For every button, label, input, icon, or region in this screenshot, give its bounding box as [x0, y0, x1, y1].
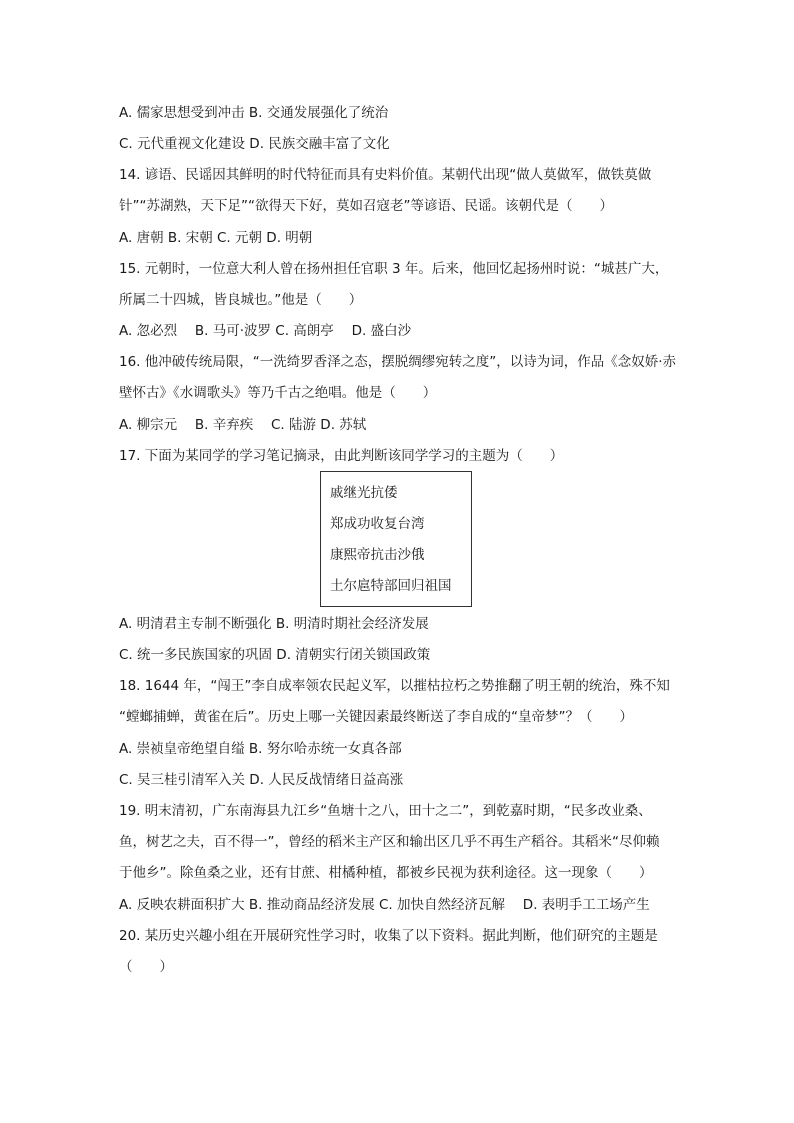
option-line: C. 吴三桂引清军入关 D. 人民反战情绪日益高涨: [119, 772, 404, 788]
notes-item: 郑成功收复台湾: [330, 516, 425, 532]
option-line: A. 忽必烈 B. 马可·波罗 C. 高朗亭 D. 盛白沙: [119, 323, 412, 339]
option-line: A. 儒家思想受到冲击 B. 交通发展强化了统治: [119, 105, 389, 121]
option-line: C. 元代重视文化建设 D. 民族交融丰富了文化: [119, 136, 390, 152]
question-16: 16. 他冲破传统局限，“一洗绮罗香泽之态，摆脱绸缪宛转之度”，以诗为词，作品《念奴娇·赤: [119, 354, 677, 370]
question-19: 19. 明末清初，广东南海县九江乡“鱼塘十之八，田十之二”，到乾嘉时期，“民多改业桑、: [119, 803, 652, 819]
question-18-cont: “螳螂捕蝉，黄雀在后”。历史上哪一关键因素最终断送了李自成的“皇帝梦”？（ ）: [119, 709, 633, 725]
question-14: 14. 谚语、民谣因其鲜明的时代特征而具有史料价值。某朝代出现“做人莫做军，做铁莫做: [119, 167, 652, 183]
option-line: A. 明清君主专制不断强化 B. 明清时期社会经济发展: [119, 616, 429, 632]
option-line: A. 唐朝 B. 宋朝 C. 元朝 D. 明朝: [119, 230, 313, 246]
notes-item: 戚继光抗倭: [330, 485, 398, 501]
question-17: 17. 下面为某同学的学习笔记摘录，由此判断该同学学习的主题为（ ）: [119, 448, 564, 464]
study-notes-box: [320, 471, 472, 607]
question-14-cont: 针”“苏湖熟，天下足”“欲得天下好，莫如召寇老”等谚语、民谣。该朝代是（ ）: [119, 198, 613, 214]
question-16-cont: 壁怀古》《水调歌头》等乃千古之绝唱。他是（ ）: [119, 385, 437, 401]
question-19-cont: 于他乡”。除鱼桑之业，还有甘蔗、柑橘种植，都被乡民视为获利途径。这一现象（ ）: [119, 865, 653, 881]
question-15-cont: 所属二十四城，皆良城也。”他是（ ）: [119, 292, 363, 308]
question-20-cont: （ ）: [119, 959, 173, 975]
option-line: C. 统一多民族国家的巩固 D. 清朝实行闭关锁国政策: [119, 647, 431, 663]
notes-item: 康熙帝抗击沙俄: [330, 547, 425, 563]
option-line: A. 柳宗元 B. 辛弃疾 C. 陆游 D. 苏轼: [119, 417, 367, 433]
option-line: A. 崇祯皇帝绝望自缢 B. 努尔哈赤统一女真各部: [119, 741, 402, 757]
question-20: 20. 某历史兴趣小组在开展研究性学习时，收集了以下资料。据此判断，他们研究的主题是: [119, 928, 658, 944]
notes-item: 土尔扈特部回归祖国: [330, 578, 452, 594]
question-15: 15. 元朝时，一位意大利人曾在扬州担任官职 3 年。后来，他回忆起扬州时说：“城甚广大，: [119, 261, 669, 277]
question-19-cont: 鱼，树艺之夫，百不得一”，曾经的稻米主产区和输出区几乎不再生产稻谷。其稻米“尽仰赖: [119, 834, 660, 850]
question-18: 18. 1644 年，“闯王”李自成率领农民起义军，以摧枯拉朽之势推翻了明王朝的统治，殊不知: [119, 678, 670, 694]
option-line: A. 反映农耕面积扩大 B. 推动商品经济发展 C. 加快自然经济瓦解 D. 表明手工工场产生: [119, 897, 650, 913]
